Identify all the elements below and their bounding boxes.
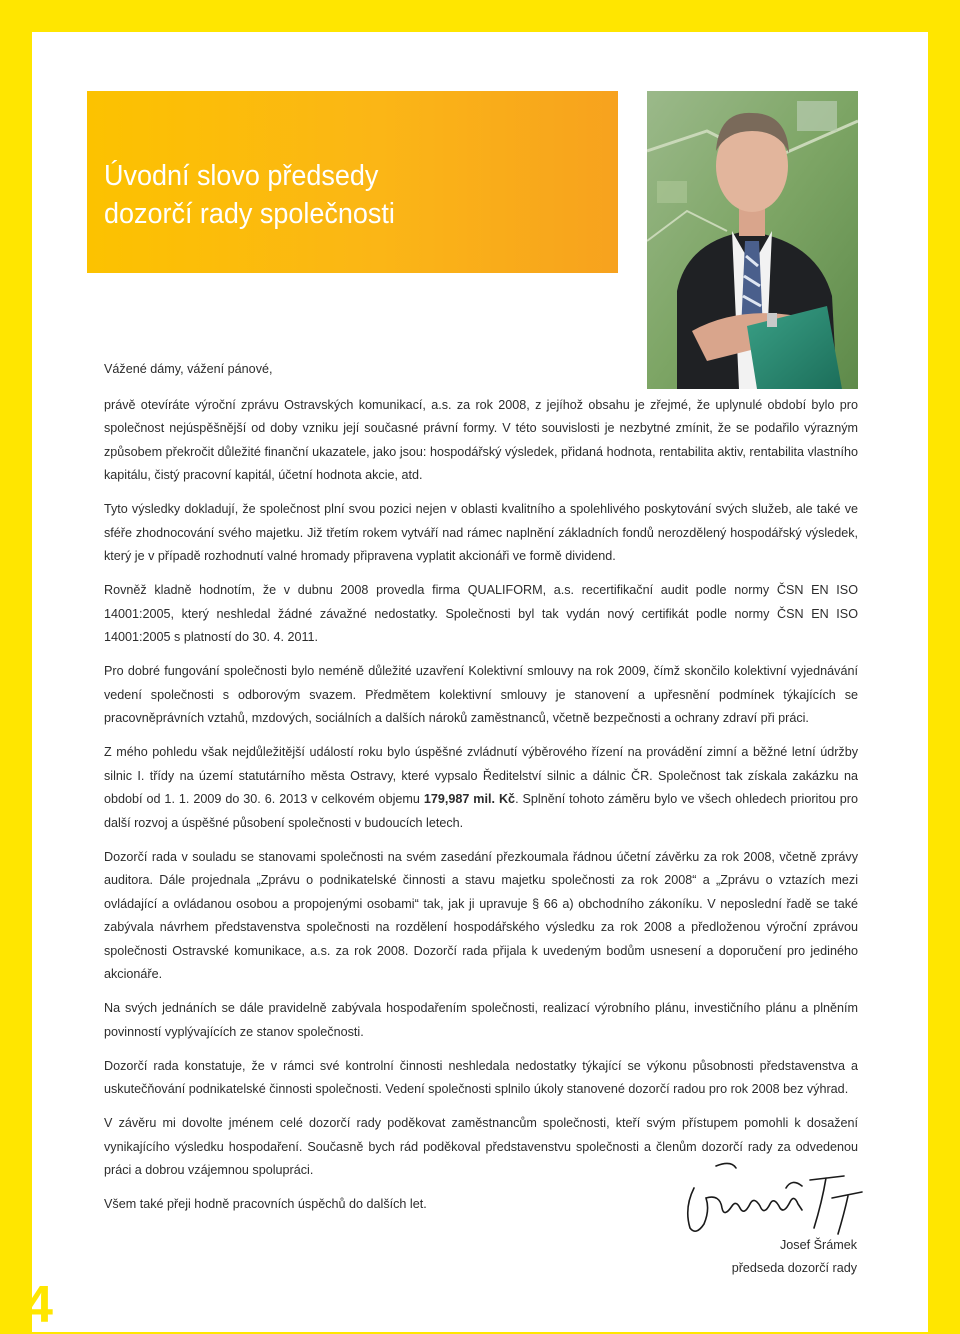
signatory-role: předseda dozorčí rady <box>731 1261 857 1275</box>
letter-closing: Všem také přeji hodně pracovních úspěchů do dalších let. <box>104 1197 427 1211</box>
paragraph-5-start: Z mého pohledu však nejdůležitější událostí roku bylo úspěšné zvládnutí výběrového řízení na provádění zimní a běžné letní údržby silnic I. třídy na území statutárního města Ostravy, které vypsalo Ředitelství silnic a dálnic ČR. Společnost tak získala zakázku na období od 1. 1. 2009 do 30. 6. 2013 v celkovém objemu <box>104 745 858 806</box>
contract-amount: 179,987 mil. Kč <box>423 792 516 806</box>
letter-paragraph-3: Rovněž kladně hodnotím, že v dubnu 2008 provedla firma QUALIFORM, a.s. recertifikační audit podle normy ČSN EN ISO 14001:2005, který neshledal žádné závažné nedostatky. Společnosti byl tak vydán nový certifikát podle normy ČSN EN ISO 14001:2005 s platností do 30. 4. 2011. <box>104 583 858 644</box>
signatory-name: Josef Šrámek <box>780 1238 857 1252</box>
letter-paragraph-9: V závěru mi dovolte jménem celé dozorčí rady poděkovat zaměstnancům společnosti, kteří svým přístupem pomohli k dosažení vynikajícího výsledku hospodaření. Současně bych rád poděkoval představenstvu společnosti a členům dozorčí rady za odvedenou práci a dobrou vzájemnou spolupráci. <box>104 1116 858 1177</box>
handwritten-signature <box>676 1158 866 1240</box>
title-line-1: Úvodní slovo předsedy <box>104 160 379 192</box>
letter-body <box>104 358 858 1227</box>
chairman-photo <box>647 91 858 389</box>
page-title <box>104 157 569 233</box>
letter-paragraph-8: Dozorčí rada konstatuje, že v rámci své kontrolní činnosti neshledala nedostatky týkající se výkonu působnosti představenstva a uskutečňování podnikatelské činnosti společnosti. Vedení společnosti splnilo úkoly stanovené dozorčí radou pro rok 2008 bez výhrad. <box>104 1058 858 1096</box>
signatory <box>732 1234 857 1280</box>
title-line-2: dozorčí rady společnosti <box>104 198 395 230</box>
letter-paragraph-4: Pro dobré fungování společnosti bylo neméně důležité uzavření Kolektivní smlouvy na rok 2009, čímž skončilo kolektivní vyjednávání vedení společnosti s odborovým svazem. Předmětem kolektivní smlouvy je stanovení a upřesnění podmínek týkajících se pracovněprávních vztahů, mzdových, sociálních a dalších nároků zaměstnanců, včetně bezpečnosti a ochrany zdraví při práci. <box>104 664 858 725</box>
letter-greeting: Vážené dámy, vážení pánové, <box>104 362 273 376</box>
letter-paragraph-2: Tyto výsledky dokladují, že společnost plní svou pozici nejen v oblasti kvalitního a spolehlivého poskytování svých služeb, ale také ve sféře zhodnocování svého majetku. Již třetím rokem vytváří nad rámec naplnění základních fondů nerozdělený hospodářský výsledek, který je v případě rozhodnutí valné hromady připravena vyplatit akcionáři ve formě dividend. <box>104 502 858 563</box>
letter-paragraph-7: Na svých jednáních se dále pravidelně zabývala hospodařením společnosti, realizací výrobního plánu, investičního plánu a plněním povinností vyplývajících ze stanov společnosti. <box>104 1001 858 1039</box>
letter-paragraph-5 <box>104 741 858 835</box>
letter-paragraph-1: právě otevíráte výroční zprávu Ostravských komunikací, a.s. za rok 2008, z jejíhož obsahu je zřejmé, že uplynulé období bylo pro společnost nejúspěšnější od doby vzniku její současné právní formy. V této souvislosti je nezbytné zmínit, že se podařilo výrazným způsobem překročit důležité finanční ukazatele, jako jsou: hospodářský výsledek, přidaná hodnota, rentabilita aktiv, rentabilita vlastního kapitálu, čistý pracovní kapitál, účetní hodnota akcie, atd. <box>104 397 858 482</box>
portrait-illustration <box>647 91 858 389</box>
page-number: 4 <box>24 1276 53 1334</box>
paragraph-5-end: . Splnění tohoto záměru bylo ve všech ohledech prioritou pro další rozvoj a úspěšné působení společnosti v budoucích letech. <box>104 792 858 830</box>
letter-paragraph-6: Dozorčí rada v souladu se stanovami společnosti na svém zasedání přezkoumala řádnou účetní závěrku za rok 2008, včetně zprávy auditora. Dále projednala „Zprávu o podnikatelské činnosti a stavu majetku společnosti za rok 2008“ a „Zprávu o vztazích mezi ovládající a ovládanou osobou a propojenými osobami“ tak, jak ji upravuje § 66 a) obchodního zákoníku. V neposlední řadě se také zabývala návrhem představenstva společnosti na rozdělení hospodářského výsledku za rok 2008 a předloženou výroční zprávou společnosti Ostravské komunikace, a.s. za rok 2008. Dozorčí rada přijala k uvedeným bodům usnesení a doporučení pro jediného akcionáře. <box>104 849 858 981</box>
